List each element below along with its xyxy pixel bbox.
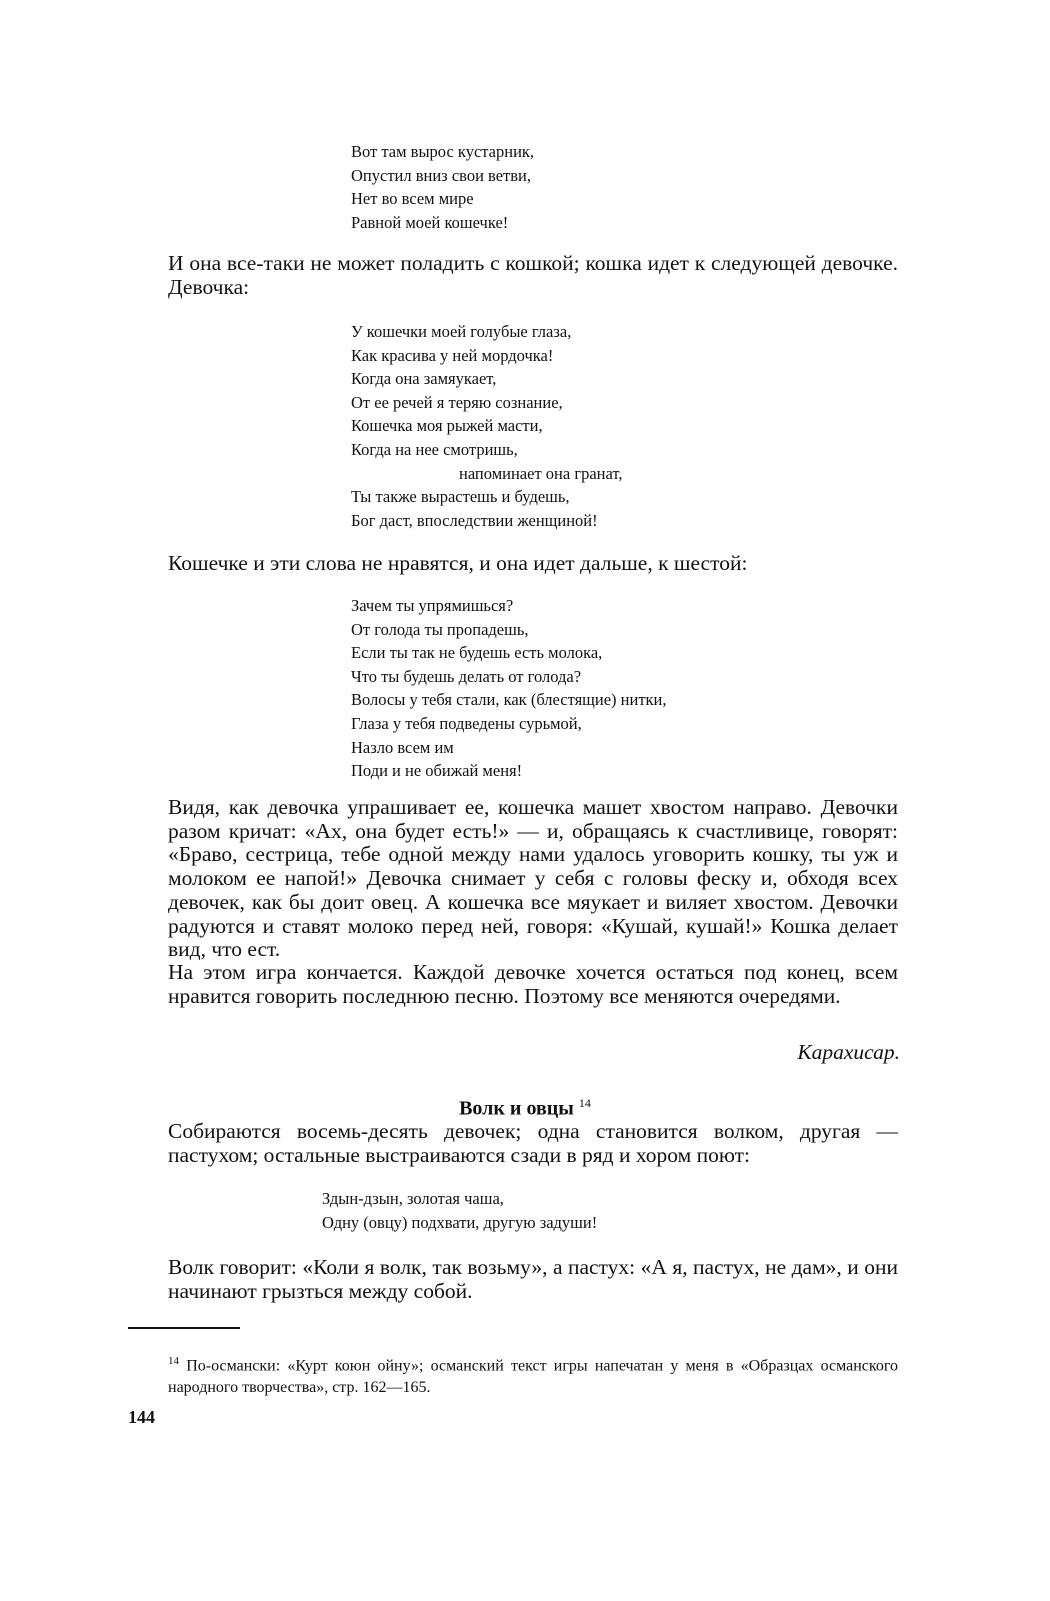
verse-line: Одну (овцу) подхвати, другую задуши!: [322, 1212, 598, 1232]
paragraph-1: [168, 252, 898, 299]
verse-1: [351, 140, 534, 234]
verse-line: Опустил вниз свои ветви,: [351, 165, 531, 185]
paragraph-6: [168, 1256, 898, 1303]
verse-4: [322, 1187, 597, 1234]
verse-line: Вот там вырос кустарник,: [351, 142, 535, 161]
paragraph-text: Волк говорит: «Коли я волк, так возьму», а пастух: «А я, пастух, не дам», и они начинают грызться между собой.: [168, 1255, 898, 1303]
verse-line: Когда она замяукает,: [351, 369, 497, 389]
verse-line: Нет во всем мире: [351, 189, 474, 209]
verse-line: Зачем ты упрямишься?: [351, 596, 514, 615]
paragraph-text: Видя, как девочка упрашивает ее, кошечка машет хвостом направо. Девочки разом кричат: «Ах, она будет есть!» — и, обращаясь к счастливице, говорят: «Браво, сестрица, тебе одной между нами удалось уговорить кошку, ты уж и молоком ее напой!» Девочка снимает у себя с головы феску и, обходя всех девочек, как бы доит овец. А кошечка все мяукает и виляет хвостом. Девочки радуются и ставят молоко перед ней, говоря: «Кушай, кушай!» Кошка делает вид, что ест.: [168, 795, 898, 962]
verse-line: Ты также вырастешь и будешь,: [351, 487, 570, 507]
verse-line: напоминает она гранат,: [459, 463, 623, 483]
footnote-divider: [128, 1327, 240, 1329]
verse-line: У кошечки моей голубые глаза,: [351, 322, 572, 341]
paragraph-3: [168, 796, 898, 962]
paragraph-2: [168, 552, 898, 576]
footnote-ref: 14: [578, 1096, 591, 1110]
verse-line: Когда на нее смотришь,: [351, 439, 518, 459]
verse-line: Если ты так не будешь есть молока,: [351, 643, 603, 663]
footnote-text: По-османски: «Курт коюн ойну»; османский текст игры напечатан у меня в «Образцах османского народного творчества», стр. 162—165.: [168, 1357, 899, 1397]
verse-line: Здын-дзын, золотая чаша,: [322, 1189, 504, 1208]
verse-line: Равной моей кошечке!: [351, 212, 509, 232]
verse-line: Поди и не обижай меня!: [351, 761, 523, 781]
paragraph-text: Собираются восемь-десять девочек; одна становится волком, другая — пастухом; остальные выстраиваются сзади в ряд и хором поют:: [168, 1119, 898, 1167]
verse-line: От голода ты пропадешь,: [351, 619, 529, 639]
verse-line: Волосы у тебя стали, как (блестящие) нитки,: [351, 690, 667, 710]
verse-line: Глаза у тебя подведены сурьмой,: [351, 713, 582, 733]
paragraph-5: [168, 1120, 898, 1167]
verse-line: Назло всем им: [351, 737, 454, 757]
paragraph-4: [168, 961, 898, 1008]
section-title: Волк и овцы: [459, 1097, 574, 1120]
paragraph-text: На этом игра кончается. Каждой девочке хочется остаться под конец, всем нравится говорить последнюю песню. Поэтому все меняются очередями.: [168, 960, 898, 1008]
verse-line: Бог даст, впоследствии женщиной!: [351, 510, 598, 530]
verse-line: От ее речей я теряю сознание,: [351, 392, 563, 412]
verse-line: Что ты будешь делать от голода?: [351, 666, 582, 686]
verse-line: Как красива у ней мордочка!: [351, 345, 554, 365]
paragraph-text: Кошечке и эти слова не нравятся, и она идет дальше, к шестой:: [168, 551, 748, 575]
verse-3: [351, 594, 667, 783]
paragraph-text: И она все-таки не может поладить с кошкой; кошка идет к следующей девочке. Девочка:: [168, 251, 898, 299]
footnote-mark: 14: [168, 1355, 179, 1367]
verse-2: [351, 320, 622, 532]
footnote: [168, 1350, 898, 1399]
verse-line: Кошечка моя рыжей масти,: [351, 416, 543, 436]
place-signature: Карахисар.: [797, 1040, 900, 1064]
page-number: 144: [128, 1407, 155, 1427]
section-heading: [0, 1096, 1050, 1121]
